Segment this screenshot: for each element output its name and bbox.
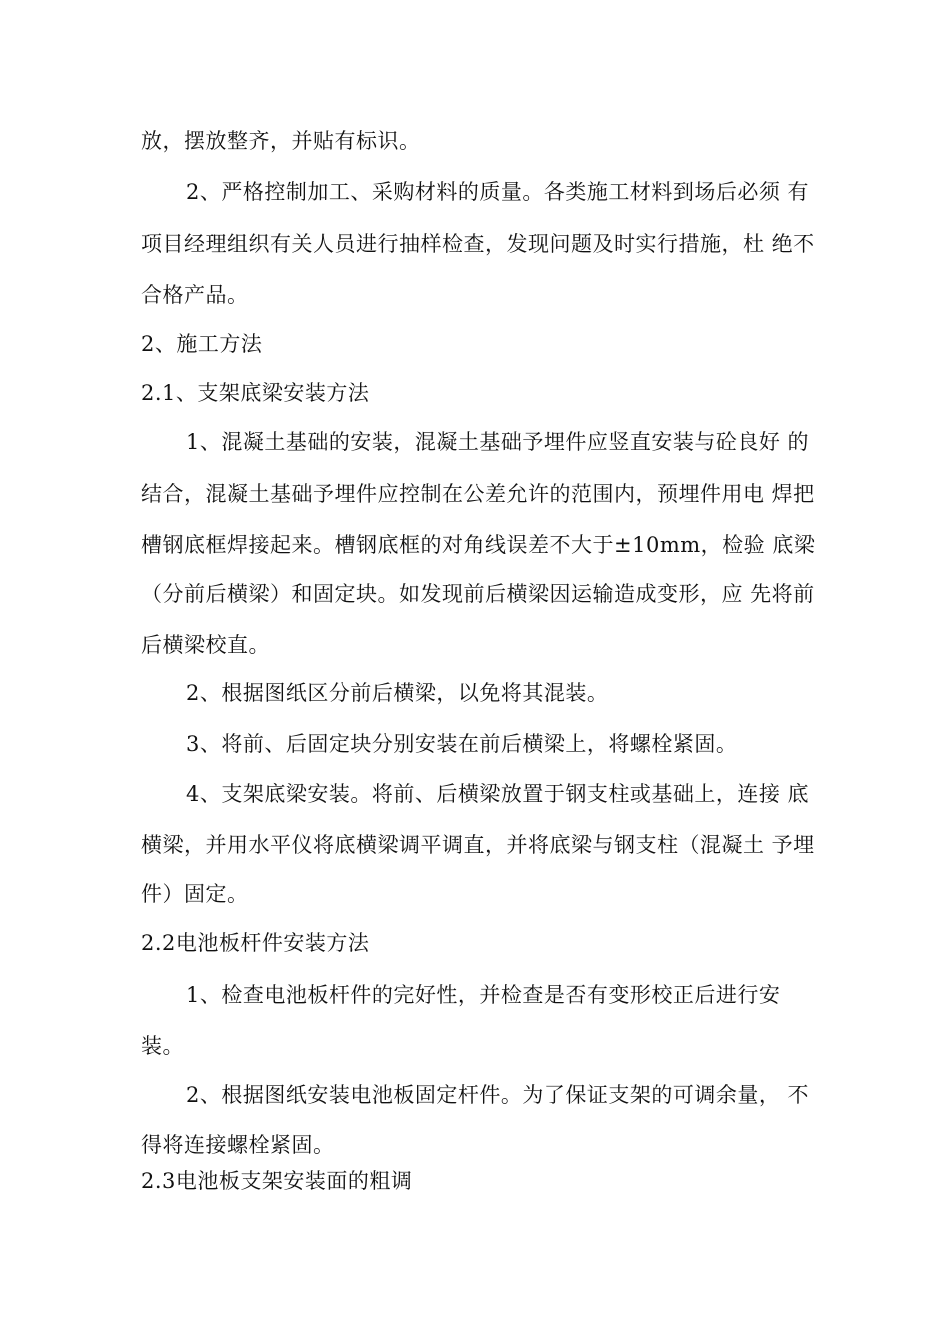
subsection-heading: 2.2电池板杆件安装方法 — [141, 931, 370, 955]
paragraph-line: 3、将前、后固定块分别安装在前后横梁上，将螺栓紧固。 — [186, 732, 738, 756]
subsection-heading: 2.1、支架底梁安装方法 — [141, 381, 370, 405]
paragraph-line: 槽钢底框焊接起来。槽钢底框的对角线误差不大于±10mm，检验 底梁 — [141, 533, 816, 557]
paragraph-line: 项目经理组织有关人员进行抽样检查，发现问题及时实行措施，杜 绝不 — [141, 232, 815, 256]
paragraph-line: 结合，混凝土基础予埋件应控制在公差允许的范围内，预埋件用电 焊把 — [141, 482, 815, 506]
paragraph-line: （分前后横梁）和固定块。如发现前后横梁因运输造成变形，应 先将前 — [141, 582, 815, 606]
paragraph-line: 件）固定。 — [141, 882, 249, 906]
paragraph-line: 1、混凝土基础的安装，混凝土基础予埋件应竖直安装与砼良好 的 — [186, 430, 810, 454]
subsection-heading: 2.3电池板支架安装面的粗调 — [141, 1169, 413, 1193]
paragraph-line: 1、检查电池板杆件的完好性，并检查是否有变形校正后进行安 — [186, 983, 781, 1007]
paragraph-line: 合格产品。 — [141, 283, 249, 307]
paragraph-line: 2、根据图纸区分前后横梁，以免将其混装。 — [186, 681, 609, 705]
paragraph-line: 2、根据图纸安装电池板固定杆件。为了保证支架的可调余量， 不 — [186, 1083, 810, 1107]
paragraph-line: 4、支架底梁安装。将前、后横梁放置于钢支柱或基础上，连接 底 — [186, 782, 810, 806]
paragraph-line: 后横梁校直。 — [141, 633, 270, 657]
section-heading: 2、施工方法 — [141, 332, 263, 356]
paragraph-line: 装。 — [141, 1034, 184, 1058]
paragraph-line: 2、严格控制加工、采购材料的质量。各类施工材料到场后必须 有 — [186, 180, 810, 204]
paragraph-line: 横梁，并用水平仪将底横梁调平调直，并将底梁与钢支柱（混凝土 予埋 — [141, 833, 815, 857]
paragraph-line: 放，摆放整齐，并贴有标识。 — [141, 129, 421, 153]
paragraph-line: 得将连接螺栓紧固。 — [141, 1133, 335, 1157]
